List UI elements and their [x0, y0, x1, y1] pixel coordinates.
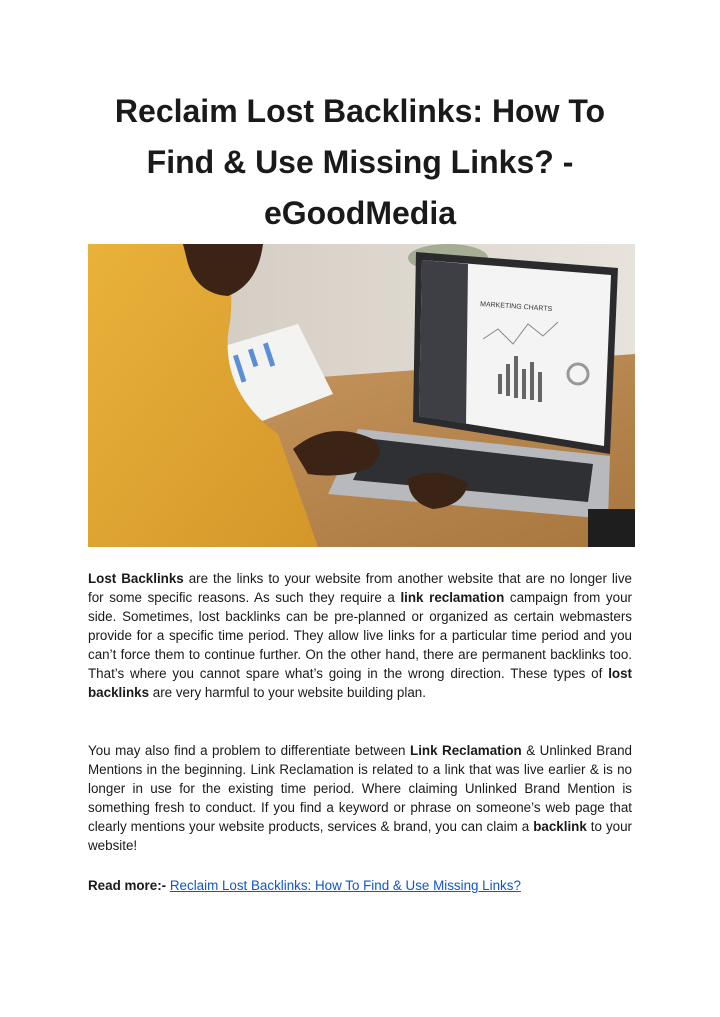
term-lost-backlinks-2: lost backlinks	[88, 666, 632, 700]
paragraph-text: campaign from your side. Sometimes, lost backlinks can be pre-planned or organized as certain webmasters provide for a specific time period. They allow live links for a particular time period and you can’t force them to continue further. On the other hand, there are permanent backlinks too. That’s where you cannot spare what’s going in the wrong direction. These types of	[88, 590, 632, 681]
screen-heading: MARKETING CHARTS	[479, 301, 553, 314]
term-backlink: backlink	[533, 819, 587, 834]
hero-image	[88, 244, 635, 547]
read-more-label: Read more:-	[88, 878, 167, 893]
term-lost-backlinks: Lost Backlinks	[88, 571, 184, 586]
paragraph-text: are very harmful to your website building plan.	[149, 685, 426, 700]
document-title: Reclaim Lost Backlinks: How To Find & Use Missing Links? - eGoodMedia	[114, 93, 606, 231]
paragraph-text: & Unlinked Brand Mentions in the beginning. Link Reclamation is related to a link that was live earlier & is no longer in use for the existing time period. Where claiming Unlinked Brand Mention is something fresh to conduct. If you find a keyword or phrase on someone’s web page that clearly mentions your website products, services & brand, you can claim a	[88, 743, 632, 834]
paragraph-text: to your website!	[88, 819, 632, 853]
read-more-link[interactable]: Reclaim Lost Backlinks: How To Find & Use Missing Links?	[169, 878, 521, 893]
paragraph-link-reclamation	[88, 741, 632, 855]
paragraph-text: You may also find a problem to differentiate between	[88, 743, 411, 758]
term-link-reclamation: link reclamation	[400, 590, 505, 605]
term-link-reclamation-2: Link Reclamation	[410, 743, 522, 758]
paragraph-text: are the links to your website from another website that are no longer live for some specific reasons. As such they require a	[88, 571, 632, 605]
laptop-photo	[88, 244, 635, 547]
read-more-line	[88, 876, 632, 895]
paragraph-lost-backlinks	[88, 569, 632, 702]
